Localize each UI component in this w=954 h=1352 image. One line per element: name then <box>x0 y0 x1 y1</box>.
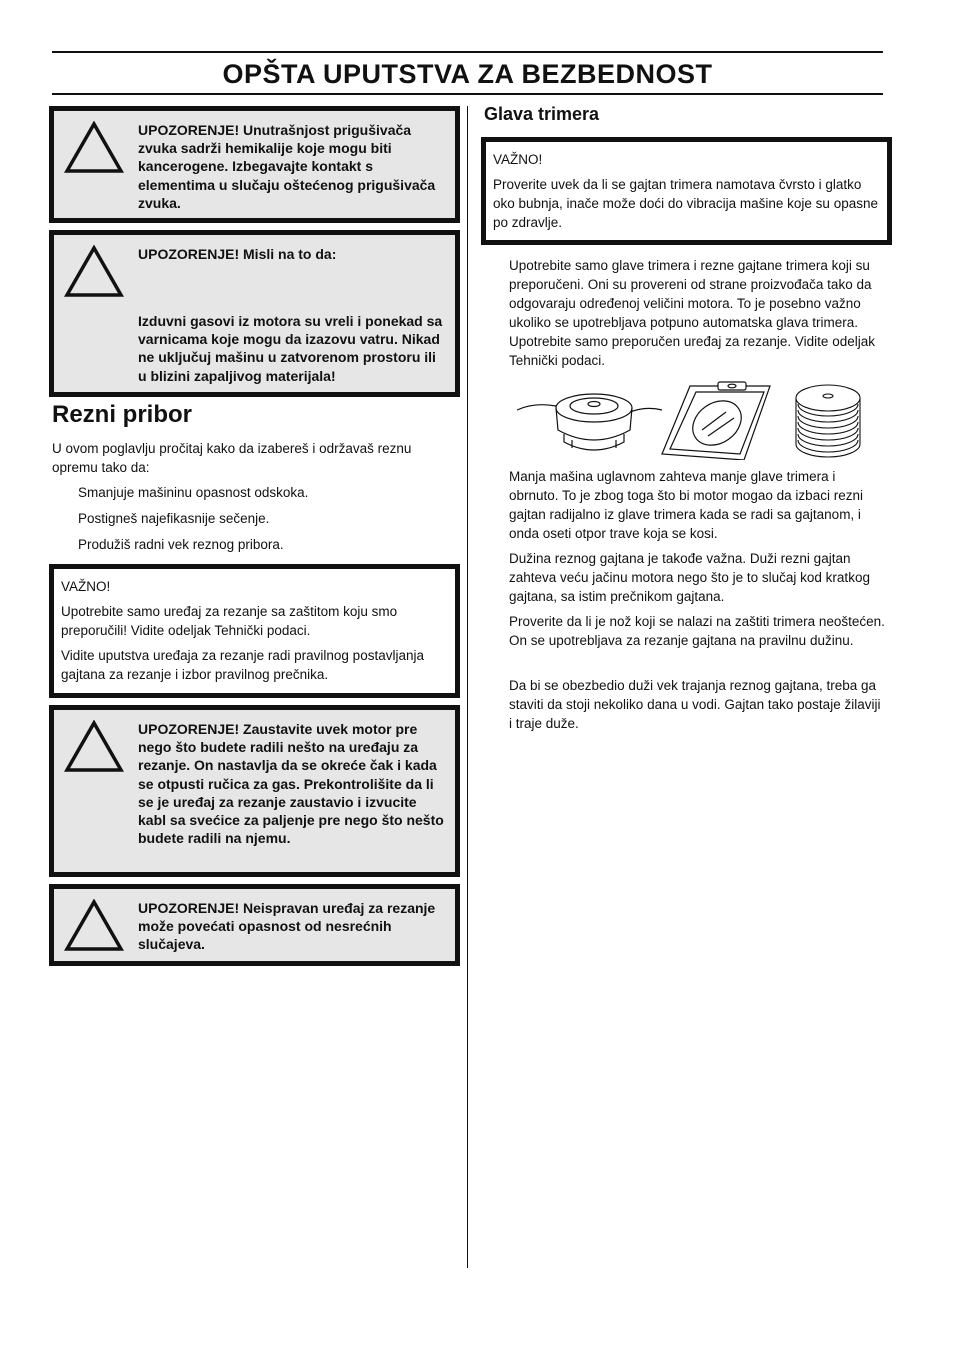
important-label: VAŽNO! <box>493 152 543 167</box>
paragraph: Manja mašina uglavnom zahteva manje glave trimera i obrnuto. To je zbog toga što bi motor mogao da izbaci rezni gajtan radijalno iz glave trimera kada se radi sa gajtanom, i onda oseti otpor trave koja se kosi. <box>509 469 863 541</box>
warning-title: UPOZORENJE! Misli na to da: <box>138 246 337 262</box>
important-text: Proverite uvek da li se gajtan trimera namotava čvrsto i glatko oko bubnja, inače može doći do vibracija mašine koje su opasne po zdravlje. <box>493 177 878 230</box>
warning-box-exhaust <box>49 230 460 397</box>
title-rule-bottom <box>52 93 883 95</box>
paragraph: Da bi se obezbedio duži vek trajanja reznog gajtana, treba ga staviti da stoji nekoliko dana u vodi. Gajtan tako postaje žilaviji i traje duže. <box>509 678 881 731</box>
warning-text: UPOZORENJE! Neispravan uređaj za rezanje može povećati opasnost od nesrećnih slučajeva. <box>138 900 436 953</box>
warning-triangle-icon <box>64 720 124 774</box>
section-title-trimmer-head: Glava trimera <box>484 104 600 124</box>
title-rule-top <box>52 51 883 53</box>
list-item: Postigneš najefikasnije sečenje. <box>78 511 270 526</box>
important-label: VAŽNO! <box>61 579 111 594</box>
important-box-trimmer <box>481 137 892 245</box>
warning-text: UPOZORENJE! Unutrašnjost prigušivača zvuka sadrži hemikalije koje mogu biti kancerogene. Izbegavajte kontakt s elementima u slučaju oštećenog prigušivača zvuka. <box>138 122 436 211</box>
trimmer-head-illustration <box>512 376 868 460</box>
list-item: Produžiš radni vek reznog pribora. <box>78 537 284 552</box>
warning-box-muffler <box>49 106 460 223</box>
column-divider <box>467 106 468 1268</box>
warning-triangle-icon <box>64 899 124 953</box>
page-title: OPŠTA UPUTSTVA ZA BEZBEDNOST <box>222 59 713 89</box>
warning-text: Izduvni gasovi iz motora su vreli i ponekad sa varnicama koje mogu da izazovu vatru. Nikad ne uključuj mašinu u zatvorenom prostoru ili u blizini zapaljivog materijala! <box>138 313 443 384</box>
warning-triangle-icon <box>64 245 124 299</box>
paragraph: Proverite da li je nož koji se nalazi na zaštiti trimera neoštećen. On se upotrebljava za rezanje gajtana na pravilnu dužinu. <box>509 614 885 648</box>
line-package-icon <box>662 382 770 460</box>
important-text: Upotrebite samo uređaj za rezanje sa zaštitom koju smo preporučili! Vidite odeljak Tehnički podaci. <box>61 604 398 638</box>
trimmer-head-icon <box>517 394 662 450</box>
line-spool-icon <box>796 385 860 457</box>
list-item: Smanjuje mašininu opasnost odskoka. <box>78 485 309 500</box>
warning-text: UPOZORENJE! Zaustavite uvek motor pre nego što budete radili nešto na uređaju za rezanje. On nastavlja da se okreće čak i kada se otpusti ručica za gas. Prekontrolišite da li se je uređaj za rezanje zaustavio i izvucite kabl sa svećice za paljenje pre nego što nešto budete radili na njemu. <box>138 721 444 847</box>
warning-triangle-icon <box>64 121 124 175</box>
important-text: Vidite uputstva uređaja za rezanje radi pravilnog postavljanja gajtana za rezanje i izbor pravilnog prečnika. <box>61 648 424 682</box>
section-title-cutting-equipment: Rezni pribor <box>52 401 193 428</box>
paragraph: Upotrebite samo glave trimera i rezne gajtane trimera koji su preporučeni. Oni su provereni od strane proizvođača tako da odgovaraju određenoj veličini motora. To je posebno važno ukoliko se upotrebljava potpuno automatska glava trimera. Upotrebite samo preporučen uređaj za rezanje. Vidite odeljak Tehnički podaci. <box>509 258 875 368</box>
important-box-cutting <box>49 564 460 698</box>
warning-box-faulty-equipment <box>49 884 460 966</box>
section-intro: U ovom poglavlju pročitaj kako da izabereš i održavaš reznu opremu tako da: <box>52 441 412 475</box>
warning-box-stop-engine <box>49 705 460 877</box>
paragraph: Dužina reznog gajtana je takođe važna. Duži rezni gajtan zahteva veću jačinu motora nego što je to slučaj kod kratkog gajtana, sa istim prečnikom gajtana. <box>509 551 870 604</box>
